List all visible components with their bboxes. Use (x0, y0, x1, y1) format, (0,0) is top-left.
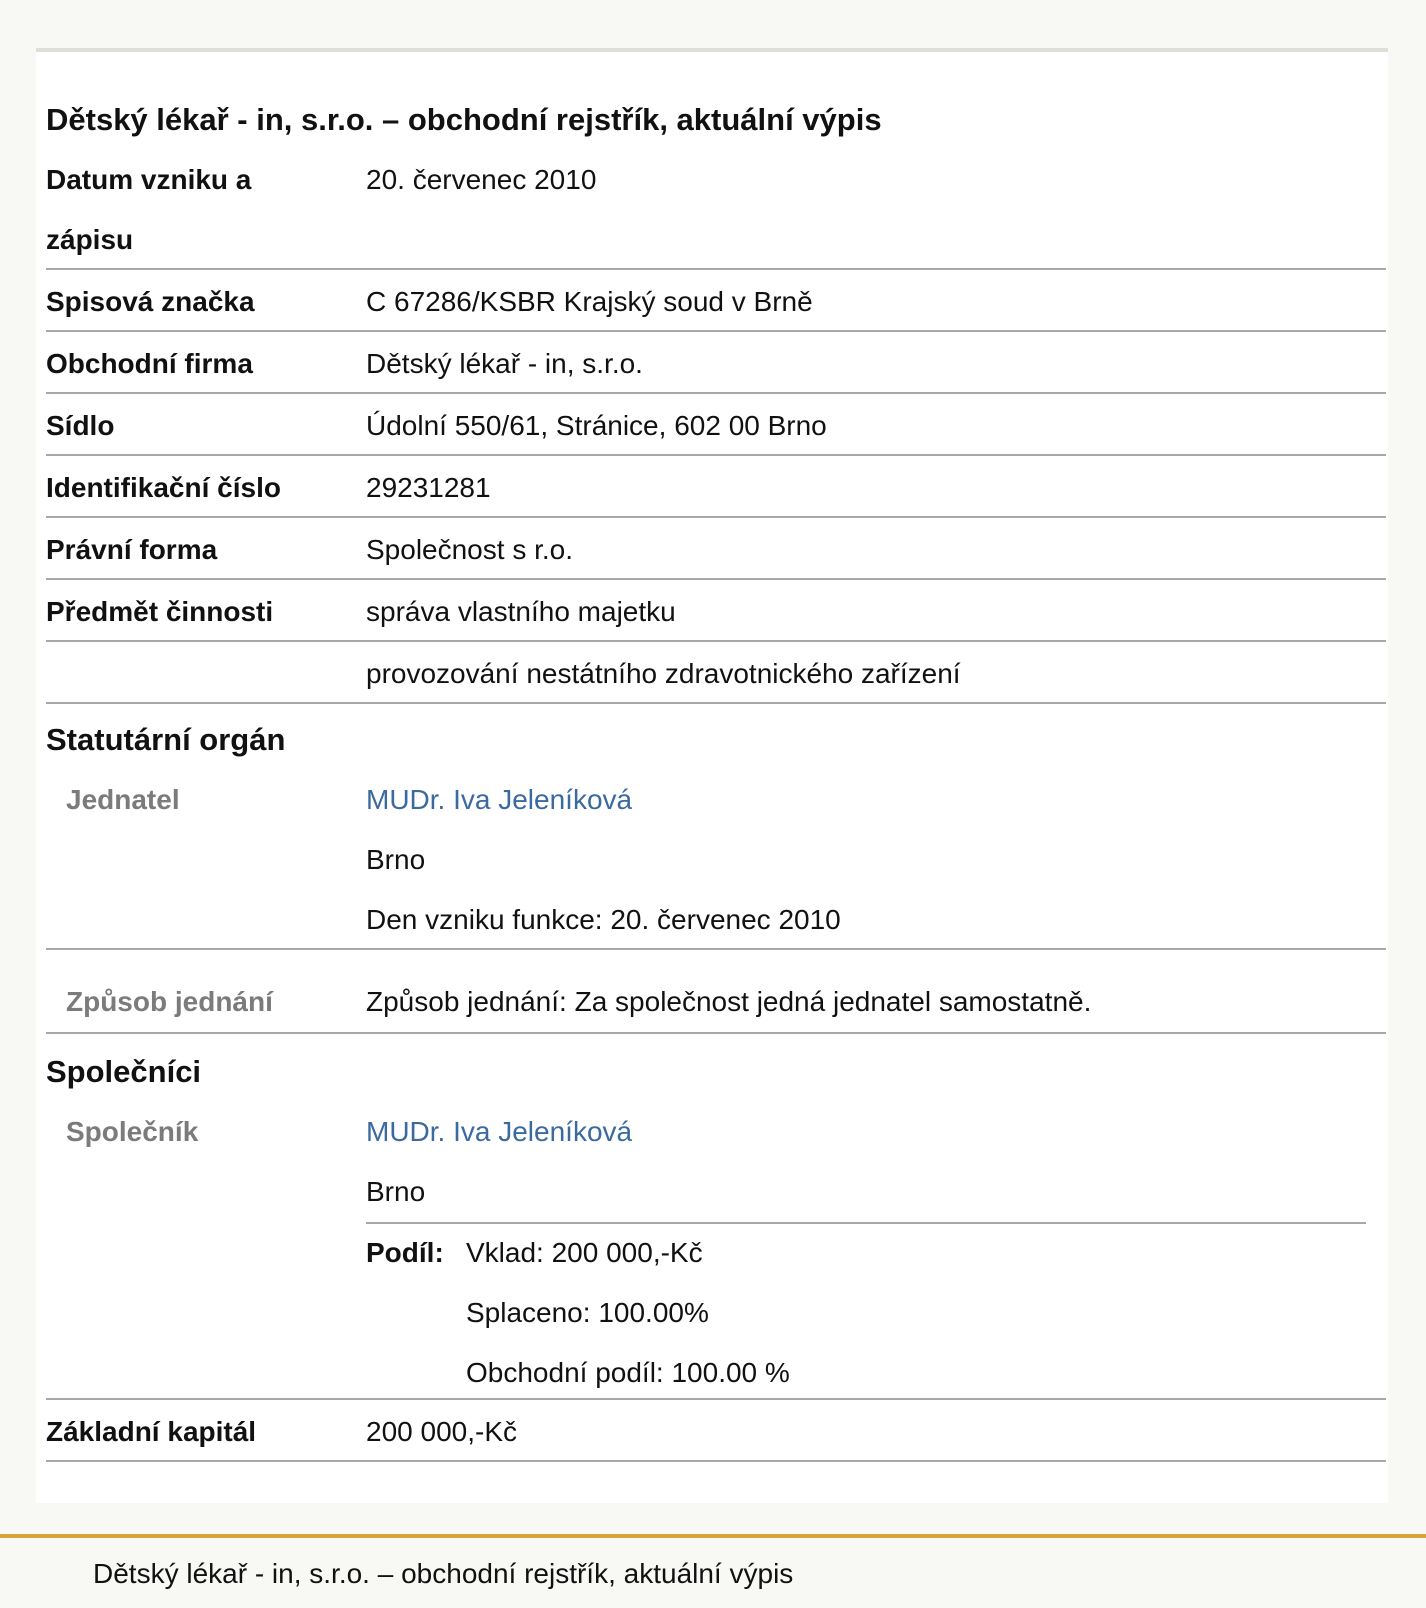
row-company-name (46, 334, 1386, 394)
row-value: C 67286/KSBR Krajský soud v Brně (366, 286, 813, 317)
row-label: Jednatel (66, 784, 180, 815)
section-heading-partners: Společníci (46, 1054, 202, 1089)
row-ico (46, 458, 1386, 518)
page-title: Dětský lékař - in, s.r.o. – obchodní rejstřík, aktuální výpis (46, 102, 882, 137)
row-value: 29231281 (366, 472, 491, 503)
row-value (366, 770, 841, 950)
person-link[interactable]: MUDr. Iva Jeleníková (366, 784, 633, 815)
row-label: Identifikační číslo (46, 472, 281, 503)
row-label: Základní kapitál (46, 1416, 257, 1447)
row-value: 200 000,-Kč (366, 1416, 517, 1447)
row-label: Obchodní firma (46, 348, 253, 379)
footer-text: Dětský lékař - in, s.r.o. – obchodní rejstřík, aktuální výpis (93, 1558, 794, 1589)
row-value: Společnost s r.o. (366, 534, 574, 565)
share-line: Splaceno: 100.00% (466, 1297, 709, 1328)
row-label: Právní forma (46, 534, 218, 565)
section-heading-statutory: Statutární orgán (46, 722, 286, 757)
row-label: Společník (66, 1116, 199, 1147)
record-card (36, 48, 1388, 1503)
row-legal-form (46, 520, 1386, 580)
row-seat (46, 396, 1386, 456)
share-line: Vklad: 200 000,-Kč (466, 1237, 703, 1268)
row-label: Způsob jednání (66, 986, 273, 1017)
row-acting (46, 952, 1386, 1034)
share-label: Podíl: (366, 1237, 444, 1268)
function-since: Den vzniku funkce: 20. červenec 2010 (366, 904, 841, 935)
person-city: Brno (366, 1176, 426, 1207)
row-partner (46, 1102, 1386, 1400)
person-city: Brno (366, 844, 426, 875)
label-line: Datum vzniku a (46, 164, 252, 195)
row-label: Spisová značka (46, 286, 255, 317)
share-values (466, 1223, 790, 1403)
row-value: Způsob jednání: Za společnost jedná jednatel samostatně. (366, 986, 1092, 1017)
label-line: zápisu (46, 224, 134, 255)
row-file-no (46, 272, 1386, 332)
row-label: Sídlo (46, 410, 115, 441)
row-capital (46, 1402, 1386, 1462)
person-link[interactable]: MUDr. Iva Jeleníková (366, 1116, 633, 1147)
row-activity-cont (46, 644, 1386, 704)
row-activity (46, 582, 1386, 642)
row-value: správa vlastního majetku (366, 596, 676, 627)
footer-divider (0, 1534, 1426, 1538)
share-line: Obchodní podíl: 100.00 % (466, 1357, 790, 1388)
row-label: Předmět činnosti (46, 596, 274, 627)
row-label (46, 150, 251, 270)
row-value: 20. červenec 2010 (366, 164, 597, 195)
row-value: Údolní 550/61, Stránice, 602 00 Brno (366, 410, 827, 441)
row-executive (46, 770, 1386, 950)
row-founded (46, 150, 1386, 270)
row-value (366, 1102, 632, 1222)
row-value: Dětský lékař - in, s.r.o. (366, 348, 643, 379)
row-value: provozování nestátního zdravotnického zařízení (366, 658, 961, 689)
